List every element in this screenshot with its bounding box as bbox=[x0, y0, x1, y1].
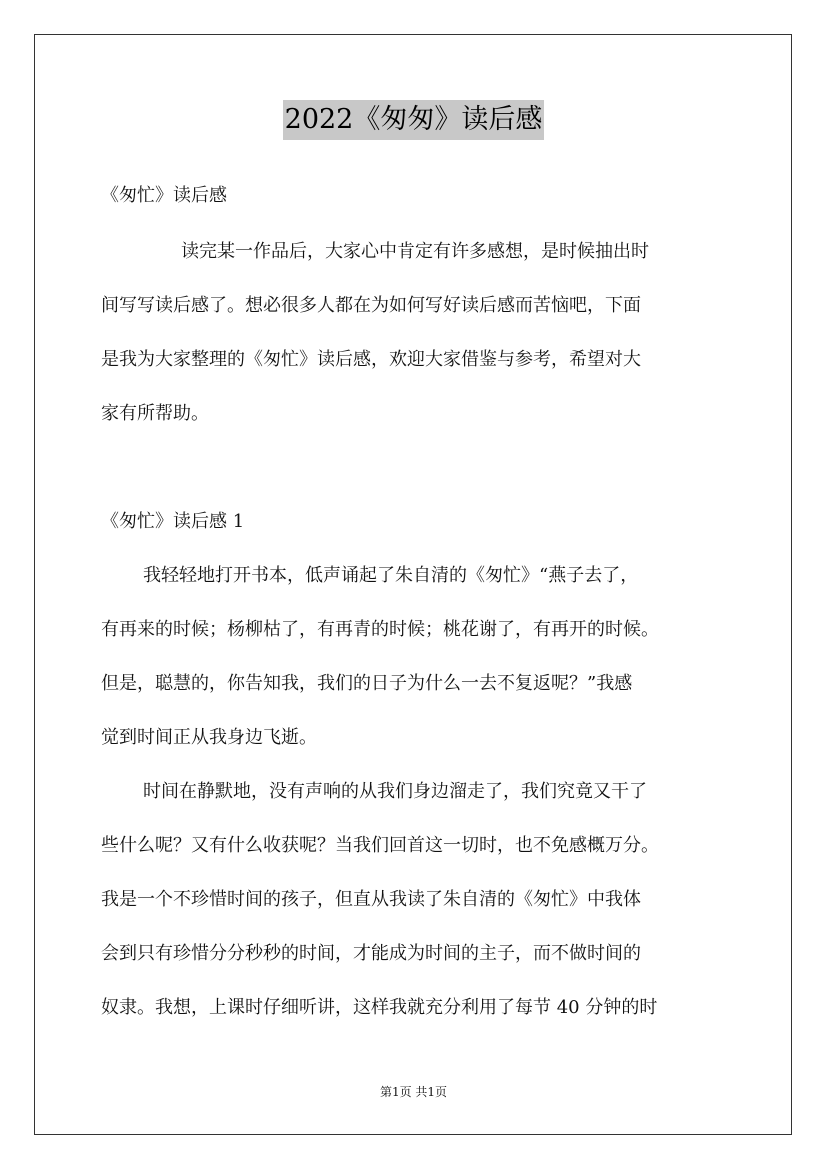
intro-line-1: 读完某一作品后，大家心中肯定有许多感想，是时候抽出时 bbox=[181, 241, 649, 262]
para1-line-3: 但是，聪慧的，你告知我，我们的日子为什么一去不复返呢？”我感 bbox=[101, 673, 633, 694]
subtitle: 《匆忙》读后感 bbox=[101, 185, 227, 206]
title-wrap bbox=[0, 100, 827, 140]
intro-line-4: 家有所帮助。 bbox=[101, 403, 209, 424]
page-footer: 第1页 共1页 bbox=[379, 1085, 448, 1099]
para2-line-2: 些什么呢？又有什么收获呢？当我们回首这一切时，也不免感概万分。 bbox=[101, 835, 659, 856]
para1-line-1: 我轻轻地打开书本，低声诵起了朱自清的《匆忙》“燕子去了， bbox=[143, 565, 639, 586]
intro-line-2: 间写写读后感了。想必很多人都在为如何写好读后感而苦恼吧，下面 bbox=[101, 295, 641, 316]
section-heading: 《匆忙》读后感 1 bbox=[101, 511, 245, 532]
para1-line-2: 有再来的时候；杨柳枯了，有再青的时候；桃花谢了，有再开的时候。 bbox=[101, 619, 659, 640]
para1-line-4: 觉到时间正从我身边飞逝。 bbox=[101, 727, 317, 748]
document-title: 2022《匆匆》读后感 bbox=[283, 100, 545, 140]
para2-line-1: 时间在静默地，没有声响的从我们身边溜走了，我们究竟又干了 bbox=[143, 781, 647, 802]
intro-line-3: 是我为大家整理的《匆忙》读后感，欢迎大家借鉴与参考，希望对大 bbox=[101, 349, 641, 370]
para2-line-5: 奴隶。我想，上课时仔细听讲，这样我就充分利用了每节 40 分钟的时 bbox=[101, 997, 658, 1018]
para2-line-3: 我是一个不珍惜时间的孩子，但直从我读了朱自清的《匆忙》中我体 bbox=[101, 889, 641, 910]
para2-line-4: 会到只有珍惜分分秒秒的时间，才能成为时间的主子，而不做时间的 bbox=[101, 943, 641, 964]
